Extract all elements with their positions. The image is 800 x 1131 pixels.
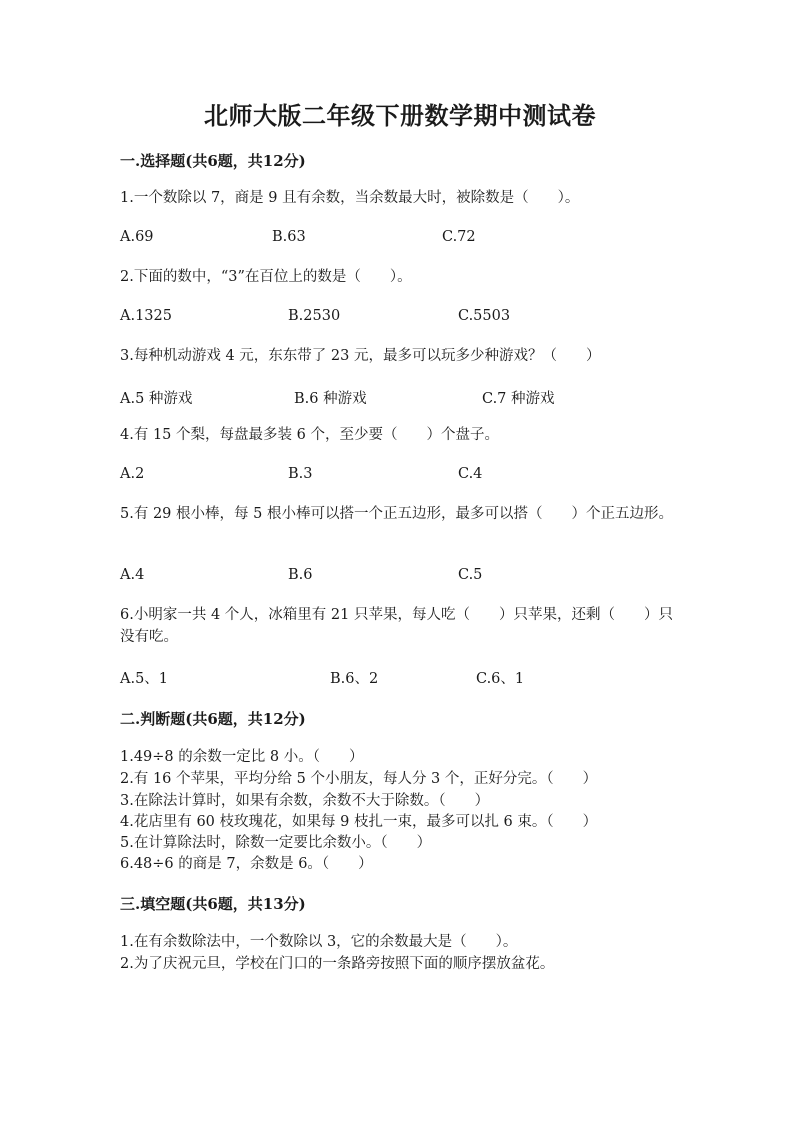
judgement-item-6: 6.48÷6 的商是 7，余数是 6。（ ） [120, 856, 373, 872]
option-b: B.3 [288, 466, 313, 482]
judgement-item-2: 2.有 16 个苹果，平均分给 5 个小朋友，每人分 3 个，正好分完。（ ） [120, 771, 598, 787]
question-3: 3.每种机动游戏 4 元，东东带了 23 元，最多可以玩多少种游戏？（ ） [120, 348, 601, 364]
judgement-item-4: 4.花店里有 60 枝玫瑰花，如果每 9 枝扎一束，最多可以扎 6 束。（ ） [120, 814, 598, 830]
option-c: C.6、1 [476, 671, 525, 687]
option-a: A.4 [120, 567, 145, 583]
option-b: B.6 种游戏 [294, 391, 367, 407]
question-2: 2.下面的数中，“3”在百位上的数是（ ）。 [120, 269, 412, 285]
fill-item-1: 1.在有余数除法中，一个数除以 3，它的余数最大是（ ）。 [120, 934, 518, 950]
option-a: A.69 [120, 229, 154, 245]
question-4: 4.有 15 个梨，每盘最多装 6 个，至少要（ ）个盘子。 [120, 427, 499, 443]
option-c: C.4 [458, 466, 483, 482]
section-heading-fill-blank: 三.填空题(共6题，共13分) [120, 895, 306, 913]
section-heading-true-false: 二.判断题(共6题，共12分) [120, 710, 306, 728]
option-b: B.6 [288, 567, 313, 583]
fill-item-2: 2.为了庆祝元旦，学校在门口的一条路旁按照下面的顺序摆放盆花。 [120, 956, 555, 972]
option-a: A.5、1 [120, 671, 169, 687]
question-1: 1.一个数除以 7，商是 9 且有余数，当余数最大时，被除数是（ ）。 [120, 190, 580, 206]
judgement-item-5: 5.在计算除法时，除数一定要比余数小。（ ） [120, 835, 432, 851]
option-a: A.5 种游戏 [120, 391, 193, 407]
option-c: C.5503 [458, 308, 511, 324]
option-b: B.63 [272, 229, 306, 245]
page-title: 北师大版二年级下册数学期中测试卷 [204, 101, 596, 130]
option-a: A.1325 [120, 308, 172, 324]
option-c: C.72 [442, 229, 476, 245]
option-b: B.2530 [288, 308, 341, 324]
question-5: 5.有 29 根小棒，每 5 根小棒可以搭一个正五边形，最多可以搭（ ）个正五边形。 [120, 506, 673, 522]
option-b: B.6、2 [330, 671, 379, 687]
judgement-item-3: 3.在除法计算时，如果有余数，余数不大于除数。（ ） [120, 793, 490, 809]
judgement-item-1: 1.49÷8 的余数一定比 8 小。（ ） [120, 749, 364, 765]
question-6: 6.小明家一共 4 个人，冰箱里有 21 只苹果，每人吃（ ）只苹果，还剩（ ）只没有吃。 [120, 607, 673, 645]
option-a: A.2 [120, 466, 145, 482]
section-heading-choice: 一.选择题(共6题，共12分) [120, 152, 306, 170]
option-c: C.5 [458, 567, 483, 583]
option-c: C.7 种游戏 [482, 391, 555, 407]
